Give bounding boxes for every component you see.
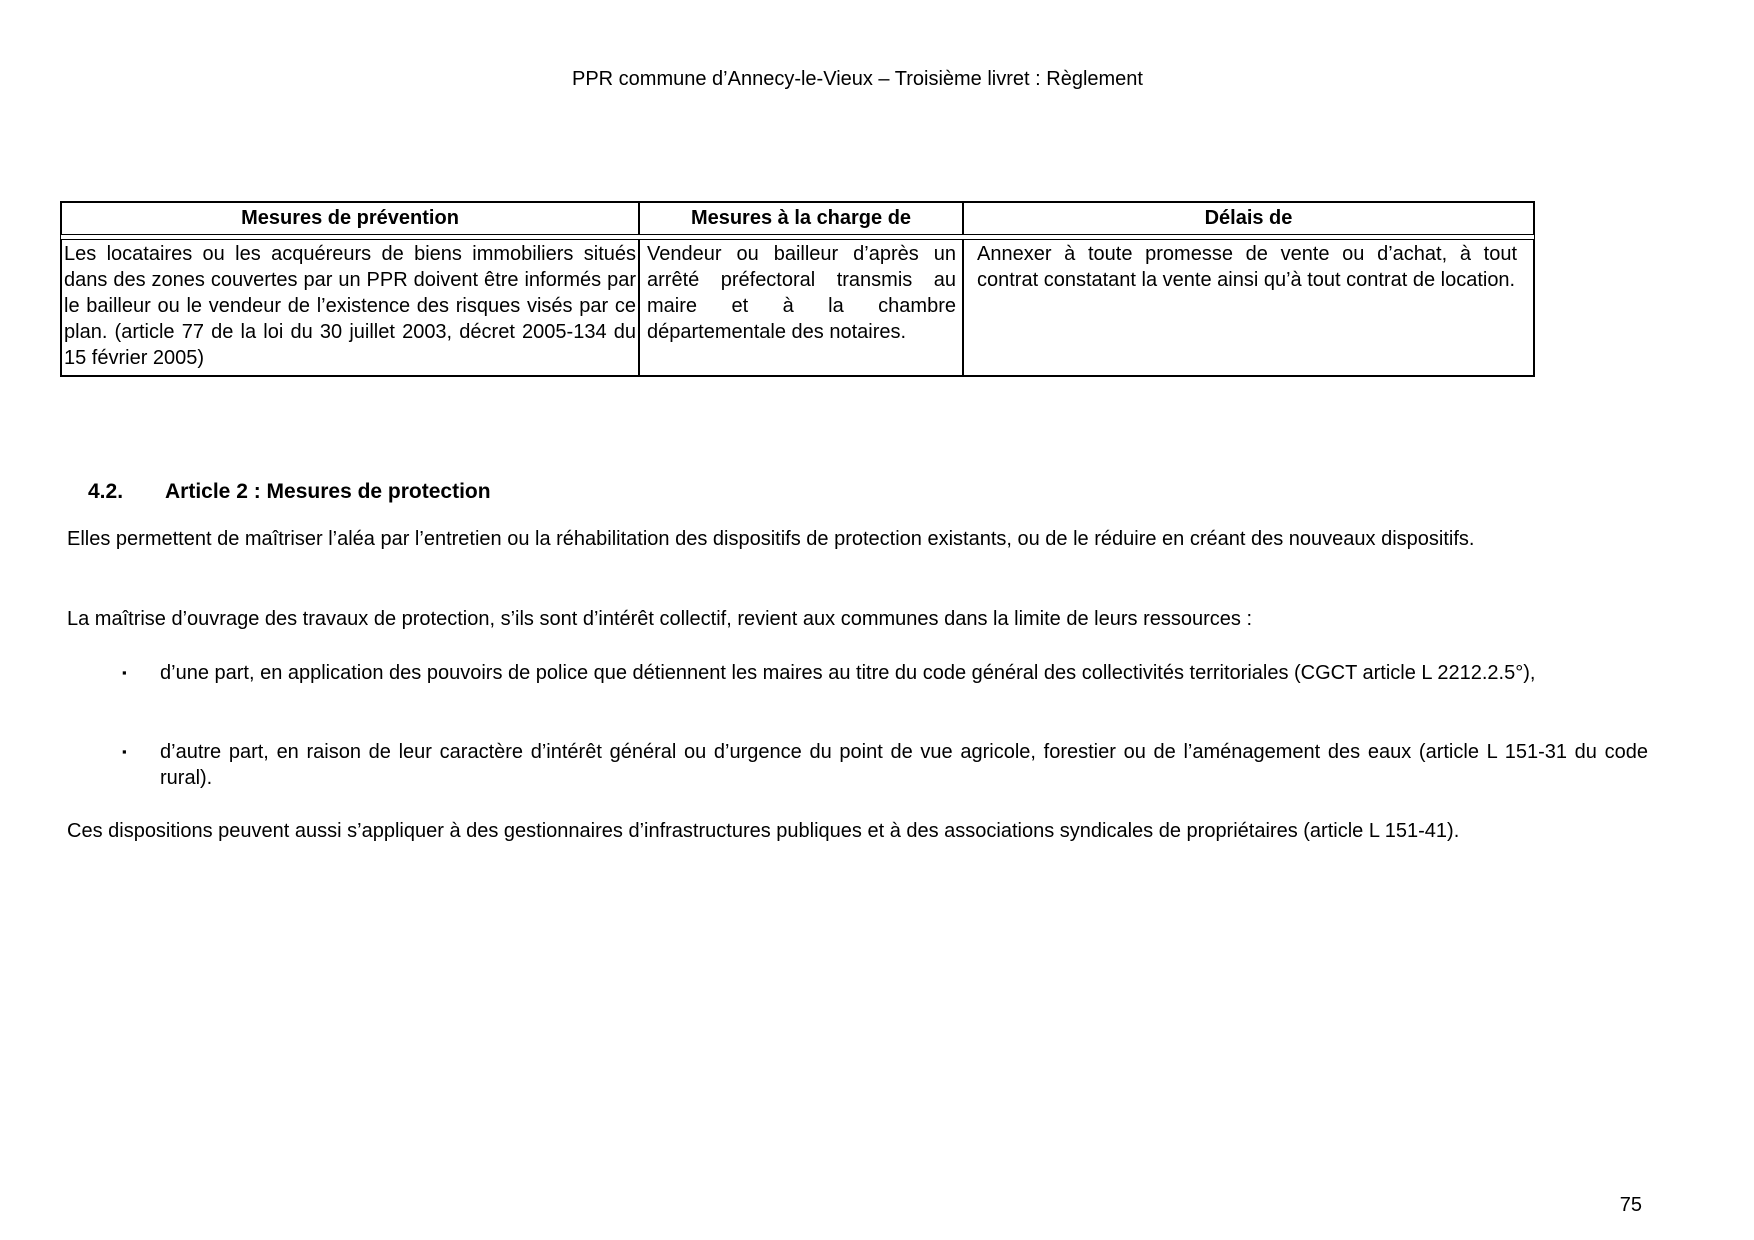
bullet-square-icon: ▪	[122, 665, 127, 680]
running-header: PPR commune d’Annecy-le-Vieux – Troisième livret : Règlement	[572, 68, 1143, 90]
table-cell-charge: Vendeur ou bailleur d’après un arrêté préfectoral transmis au maire et à la chambre départementale des notaires.	[639, 239, 963, 376]
section-number: 4.2.	[88, 480, 124, 503]
bullet-text: d’une part, en application des pouvoirs de police que détiennent les maires au titre du code général des collectivités territoriales (CGCT article L 2212.2.5°),	[160, 662, 1536, 684]
section-title: Article 2 : Mesures de protection	[165, 480, 491, 503]
bullet-text: d’autre part, en raison de leur caractère d’intérêt général ou d’urgence du point de vue agricole, forestier ou de l’aménagement des eaux (article L 151-31 du code rural).	[160, 741, 1648, 789]
table-row	[61, 239, 1534, 376]
section-heading	[88, 478, 491, 505]
table-header-prevention: Mesures de prévention	[61, 202, 639, 235]
bullet-item-interet-general	[122, 739, 1648, 791]
table-cell-prevention: Les locataires ou les acquéreurs de biens immobiliers situés dans des zones couvertes par un PPR doivent être informés par le bailleur ou le vendeur de l’existence des risques visés par ce plan. (article 77 de la loi du 30 juillet 2003, décret 2005-134 du 15 février 2005)	[61, 239, 639, 376]
bullet-square-icon: ▪	[122, 744, 127, 759]
paragraph-protection-intro: Elles permettent de maîtriser l’aléa par l’entretien ou la réhabilitation des dispositifs de protection existants, ou de le réduire en créant des nouveaux dispositifs.	[67, 528, 1475, 550]
table-header-row	[61, 202, 1534, 235]
table-cell-delais: Annexer à toute promesse de vente ou d’achat, à tout contrat constatant la vente ainsi qu’à tout contrat de location.	[963, 239, 1534, 376]
page-number: 75	[1619, 1194, 1642, 1216]
paragraph-maitrise-ouvrage: La maîtrise d’ouvrage des travaux de protection, s’ils sont d’intérêt collectif, revient aux communes dans la limite de leurs ressources :	[67, 608, 1252, 630]
paragraph-dispositions: Ces dispositions peuvent aussi s’appliquer à des gestionnaires d’infrastructures publiques et à des associations syndicales de propriétaires (article L 151-41).	[67, 820, 1460, 842]
table-header-charge: Mesures à la charge de	[639, 202, 963, 235]
bullet-item-police	[122, 660, 1648, 686]
measures-table	[60, 201, 1535, 377]
table-header-delais: Délais de	[963, 202, 1534, 235]
